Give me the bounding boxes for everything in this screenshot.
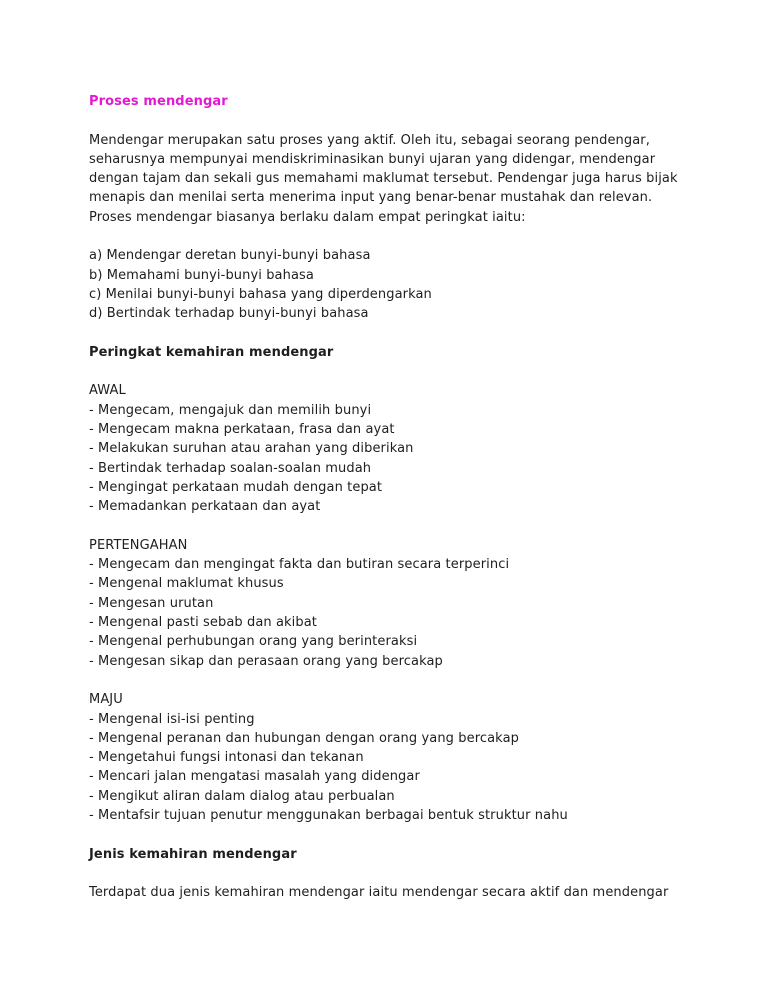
document-body <box>89 92 689 902</box>
level-item: - Mengenal isi-isi penting <box>89 711 255 727</box>
level-item: - Mengenal perhubungan orang yang berinteraksi <box>89 634 418 650</box>
intro-line: dengan tajam dan sekali gus memahami maklumat tersebut. Pendengar juga harus bijak <box>89 171 678 187</box>
spacer <box>89 227 689 246</box>
level-item: - Mengenal maklumat khusus <box>89 576 284 592</box>
level-section-maju <box>89 690 689 825</box>
types-heading: Jenis kemahiran mendengar <box>89 846 297 862</box>
intro-line: seharusnya mempunyai mendiskriminasikan bunyi ujaran yang didengar, mendengar <box>89 151 656 167</box>
level-item: - Mentafsir tujuan penutur menggunakan berbagai bentuk struktur nahu <box>89 807 568 823</box>
stages-list <box>89 246 689 323</box>
level-item: - Mengetahui fungsi intonasi dan tekanan <box>89 750 364 766</box>
level-name: AWAL <box>89 383 126 399</box>
level-item: - Mengesan sikap dan perasaan orang yang bercakap <box>89 653 443 669</box>
level-item: - Mengecam, mengajuk dan memilih bunyi <box>89 402 372 418</box>
level-name: MAJU <box>89 692 123 708</box>
level-item: - Mengenal pasti sebab dan akibat <box>89 615 317 631</box>
level-section-pertengahan <box>89 536 689 671</box>
level-item: - Mengesan urutan <box>89 595 214 611</box>
level-item: - Bertindak terhadap soalan-soalan mudah <box>89 460 372 476</box>
spacer <box>89 324 689 343</box>
level-item: - Memadankan perkataan dan ayat <box>89 499 321 515</box>
level-name: PERTENGAHAN <box>89 537 188 553</box>
types-intro: Terdapat dua jenis kemahiran mendengar iaitu mendengar secara aktif dan mendengar <box>89 885 669 901</box>
stage-item: d) Bertindak terhadap bunyi-bunyi bahasa <box>89 306 369 322</box>
spacer <box>89 864 689 883</box>
level-item: - Mengecam makna perkataan, frasa dan ayat <box>89 422 395 438</box>
level-item: - Mengingat perkataan mudah dengan tepat <box>89 479 383 495</box>
spacer <box>89 671 689 690</box>
level-item: - Mengenal peranan dan hubungan dengan orang yang bercakap <box>89 730 519 746</box>
document-title: Proses mendengar <box>89 94 228 109</box>
intro-line: Proses mendengar biasanya berlaku dalam empat peringkat iaitu: <box>89 209 526 225</box>
spacer <box>89 825 689 844</box>
stage-item: c) Menilai bunyi-bunyi bahasa yang diperdengarkan <box>89 286 432 302</box>
spacer <box>89 517 689 536</box>
level-section-awal <box>89 381 689 516</box>
level-item: - Mengikut aliran dalam dialog atau perbualan <box>89 788 395 804</box>
stage-item: b) Memahami bunyi-bunyi bahasa <box>89 267 314 283</box>
level-item: - Mencari jalan mengatasi masalah yang didengar <box>89 769 420 785</box>
intro-line: Mendengar merupakan satu proses yang aktif. Oleh itu, sebagai seorang pendengar, <box>89 132 650 148</box>
level-item: - Melakukan suruhan atau arahan yang diberikan <box>89 441 414 457</box>
intro-paragraph <box>89 131 689 227</box>
level-item: - Mengecam dan mengingat fakta dan butiran secara terperinci <box>89 557 510 573</box>
intro-line: menapis dan menilai serta menerima input yang benar-benar mustahak dan relevan. <box>89 190 653 206</box>
spacer <box>89 362 689 381</box>
levels-heading: Peringkat kemahiran mendengar <box>89 344 334 360</box>
spacer <box>89 111 689 130</box>
stage-item: a) Mendengar deretan bunyi-bunyi bahasa <box>89 248 371 264</box>
